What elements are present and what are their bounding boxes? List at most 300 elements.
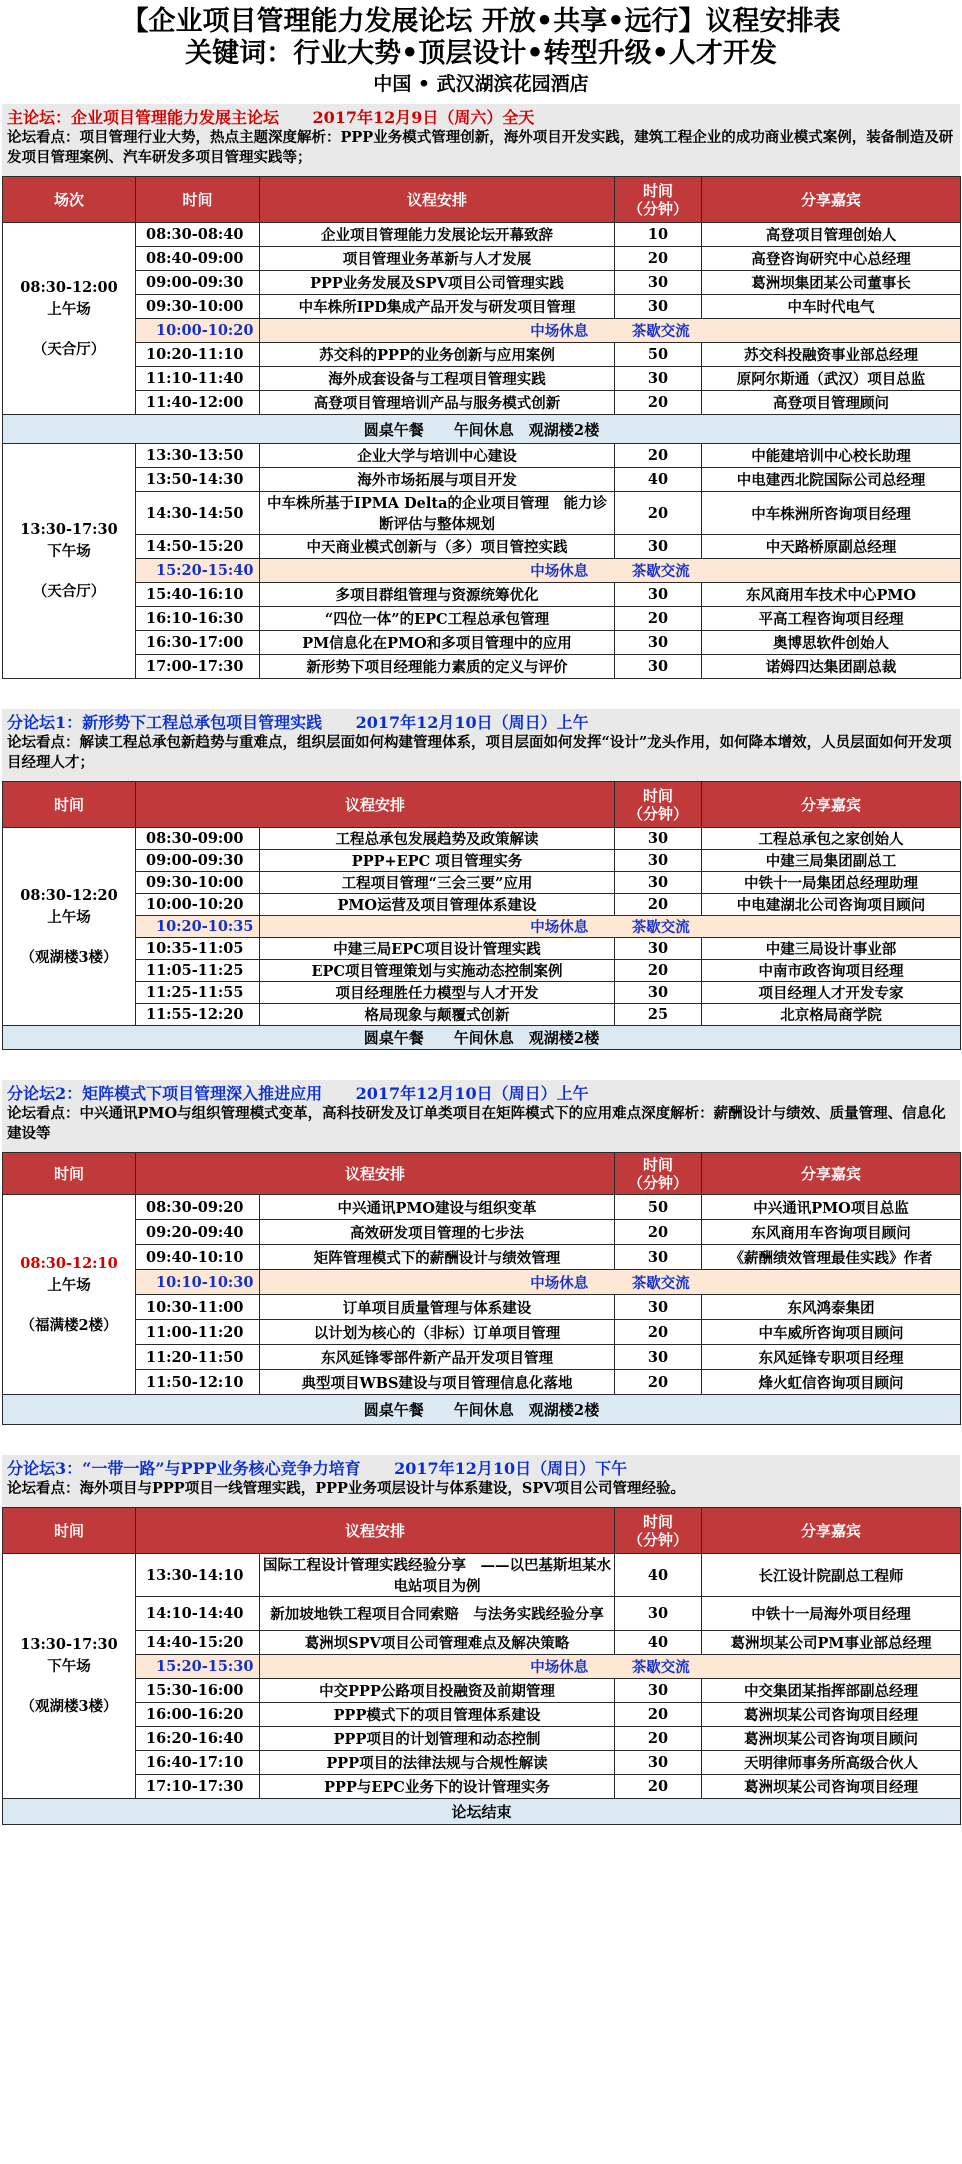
row-speaker: 中南市政咨询项目经理 <box>702 960 961 982</box>
sub-forum-1-section <box>2 709 960 1050</box>
col-duration-l2: （分钟） <box>627 199 688 218</box>
row-speaker: 原阿尔斯通（武汉）项目总监 <box>702 367 961 391</box>
row-agenda: 企业大学与培训中心建设 <box>260 444 615 468</box>
session-label: 下午场 <box>47 543 91 560</box>
break-label <box>260 916 961 938</box>
session-label: 上午场 <box>47 300 91 318</box>
row-time: 10:20-11:10 <box>136 343 260 367</box>
table-row <box>3 631 961 655</box>
table-row <box>3 1195 961 1220</box>
row-time: 08:40-09:00 <box>136 247 260 271</box>
row-speaker: 中兴通讯PMO项目总监 <box>702 1195 961 1220</box>
row-duration: 30 <box>615 295 702 319</box>
row-agenda: 工程项目管理“三会三要”应用 <box>260 872 615 894</box>
break-row <box>3 1655 961 1679</box>
row-agenda: PPP+EPC 项目管理实务 <box>260 850 615 872</box>
col-time: 时间 <box>136 177 260 223</box>
main-forum-table <box>2 176 961 679</box>
row-agenda: PPP项目的法律法规与合规性解读 <box>260 1751 615 1775</box>
row-duration: 20 <box>615 1703 702 1727</box>
row-duration: 30 <box>615 1679 702 1703</box>
session-room: （天合厅） <box>32 583 106 600</box>
row-agenda: 海外市场拓展与项目开发 <box>260 468 615 492</box>
table-row <box>3 1631 961 1655</box>
table-row <box>3 1751 961 1775</box>
row-time: 08:30-09:00 <box>136 828 260 850</box>
row-time: 09:00-09:30 <box>136 850 260 872</box>
forum-end-text: 论坛结束 <box>3 1799 961 1825</box>
row-duration: 30 <box>615 631 702 655</box>
row-duration: 20 <box>615 1370 702 1395</box>
session-cell <box>3 444 136 679</box>
row-duration: 30 <box>615 850 702 872</box>
session-time: 13:30-17:30 <box>20 521 118 538</box>
col-duration-l1: 时间 <box>643 786 674 805</box>
desc-label: 论坛看点： <box>7 1105 80 1122</box>
forum-prefix: 分论坛2： <box>7 1084 83 1103</box>
forum-name: 企业项目管理能力发展主论坛 <box>71 108 280 127</box>
row-duration: 20 <box>615 1727 702 1751</box>
row-agenda: 以计划为核心的（非标）订单项目管理 <box>260 1320 615 1345</box>
row-time: 14:30-14:50 <box>136 492 260 535</box>
row-speaker: 项目经理人才开发专家 <box>702 982 961 1004</box>
row-speaker: 北京格局商学院 <box>702 1004 961 1026</box>
row-agenda: 中建三局EPC项目设计管理实践 <box>260 938 615 960</box>
session-cell <box>3 1195 136 1395</box>
session-label: 上午场 <box>47 1276 91 1294</box>
table-row <box>3 1245 961 1270</box>
page-keywords: 关键词：行业大势•顶层设计•转型升级•人才开发 <box>185 38 777 69</box>
row-duration: 20 <box>615 492 702 535</box>
row-speaker: 葛洲坝某公司咨询项目经理 <box>702 1775 961 1799</box>
row-duration: 25 <box>615 1004 702 1026</box>
table-row <box>3 1220 961 1245</box>
row-speaker: 工程总承包之家创始人 <box>702 828 961 850</box>
session-cell <box>3 1554 136 1799</box>
row-time: 09:30-10:00 <box>136 872 260 894</box>
table-row <box>3 1320 961 1345</box>
sub-forum-1-desc <box>2 733 960 781</box>
row-time: 11:05-11:25 <box>136 960 260 982</box>
row-speaker: 高登项目管理创始人 <box>702 223 961 247</box>
break-time <box>136 1655 260 1679</box>
forum-name: 矩阵模式下项目管理深入推进应用 <box>82 1084 323 1103</box>
table-row <box>3 607 961 631</box>
row-duration: 40 <box>615 1554 702 1597</box>
row-speaker: 中建三局集团副总工 <box>702 850 961 872</box>
lunch-text: 圆桌午餐 午间休息 观湖楼2楼 <box>3 1395 961 1425</box>
row-time: 10:00-10:20 <box>136 894 260 916</box>
row-duration: 20 <box>615 894 702 916</box>
col-speaker: 分享嘉宾 <box>702 782 961 828</box>
table-row <box>3 1554 961 1597</box>
table-row <box>3 535 961 559</box>
session-cell <box>3 223 136 415</box>
row-duration: 30 <box>615 828 702 850</box>
main-forum-section <box>2 104 960 679</box>
session-time: 08:30-12:20 <box>20 886 118 904</box>
row-speaker: 高登咨询研究中心总经理 <box>702 247 961 271</box>
row-duration: 50 <box>615 1195 702 1220</box>
row-speaker: 高登项目管理顾问 <box>702 391 961 415</box>
table-row <box>3 1727 961 1751</box>
break-time-text: 15:20-15:30 <box>156 1658 254 1675</box>
session-spacer <box>5 321 133 339</box>
row-agenda: 高效研发项目管理的七步法 <box>260 1220 615 1245</box>
row-time: 11:25-11:55 <box>136 982 260 1004</box>
row-duration: 30 <box>615 938 702 960</box>
row-time: 14:40-15:20 <box>136 1631 260 1655</box>
break-time <box>136 319 260 343</box>
table-header-row <box>3 1153 961 1195</box>
row-time: 15:40-16:10 <box>136 583 260 607</box>
row-time: 17:10-17:30 <box>136 1775 260 1799</box>
row-agenda: 订单项目质量管理与体系建设 <box>260 1295 615 1320</box>
row-duration: 20 <box>615 960 702 982</box>
col-duration-l2: （分钟） <box>628 1173 689 1192</box>
table-row <box>3 872 961 894</box>
row-agenda: PMO运营及项目管理体系建设 <box>260 894 615 916</box>
row-speaker: 中能建培训中心校长助理 <box>702 444 961 468</box>
table-row <box>3 1775 961 1799</box>
col-duration-l1: 时间 <box>642 181 673 200</box>
table-row <box>3 938 961 960</box>
desc-text: 中兴通讯PMO与组织管理模式变革，高科技研发及订单类项目在矩阵模式下的应用难点深度解析：薪酬设计与绩效、质量管理、信息化建设等 <box>7 1105 946 1142</box>
col-duration-l1: 时间 <box>643 1512 674 1531</box>
row-agenda: 新形势下项目经理能力素质的定义与评价 <box>260 655 615 679</box>
row-speaker: 诺姆四达集团副总裁 <box>702 655 961 679</box>
forum-date: 2017年12月10日（周日）下午 <box>394 1459 628 1478</box>
sub-forum-2-title <box>2 1080 960 1104</box>
break-text: 中场休息 <box>530 1659 589 1676</box>
row-time: 09:20-09:40 <box>136 1220 260 1245</box>
col-duration-l2: （分钟） <box>628 1530 689 1549</box>
row-speaker: 天明律师事务所高级合伙人 <box>702 1751 961 1775</box>
row-duration: 30 <box>615 1295 702 1320</box>
table-row <box>3 894 961 916</box>
col-agenda: 议程安排 <box>136 1508 615 1554</box>
col-agenda: 议程安排 <box>260 177 615 223</box>
session-spacer <box>5 929 133 947</box>
table-row <box>3 655 961 679</box>
col-duration-l1: 时间 <box>643 1155 674 1174</box>
lunch-row <box>3 1026 961 1050</box>
row-speaker: 平高工程咨询项目经理 <box>702 607 961 631</box>
sub-forum-2-desc <box>2 1104 960 1152</box>
break-row <box>3 319 961 343</box>
break-time-text: 15:20-15:40 <box>156 562 254 579</box>
session-time: 08:30-12:00 <box>20 278 118 296</box>
table-row <box>3 444 961 468</box>
forum-prefix: 分论坛3： <box>7 1459 83 1478</box>
row-duration: 20 <box>615 607 702 631</box>
session-room: （观湖楼3楼） <box>20 948 118 966</box>
row-time: 13:30-14:10 <box>136 1554 260 1597</box>
table-header-row <box>3 782 961 828</box>
session-spacer <box>5 563 133 581</box>
row-speaker: 中电建西北院国际公司总经理 <box>702 468 961 492</box>
row-duration: 40 <box>615 468 702 492</box>
forum-prefix: 主论坛： <box>7 108 72 127</box>
row-duration: 30 <box>615 1345 702 1370</box>
main-forum-desc <box>2 128 960 176</box>
row-speaker: 中电建湖北公司咨询项目顾问 <box>702 894 961 916</box>
row-speaker: 东风鸿泰集团 <box>702 1295 961 1320</box>
row-agenda: 工程总承包发展趋势及政策解读 <box>260 828 615 850</box>
row-speaker: 奥博思软件创始人 <box>702 631 961 655</box>
tea-text: 茶歇交流 <box>631 323 690 340</box>
row-agenda: 项目管理业务革新与人才发展 <box>260 247 615 271</box>
table-row <box>3 1370 961 1395</box>
col-speaker: 分享嘉宾 <box>702 1508 961 1554</box>
row-time: 14:10-14:40 <box>136 1597 260 1631</box>
break-row <box>3 916 961 938</box>
break-text: 中场休息 <box>530 563 589 580</box>
table-row <box>3 492 961 535</box>
col-duration <box>615 177 702 223</box>
row-speaker: 中天路桥原副总经理 <box>702 535 961 559</box>
row-speaker: 东风商用车技术中心PMO <box>702 583 961 607</box>
forum-date: 2017年12月9日（周六）全天 <box>312 108 535 127</box>
row-speaker: 苏交科投融资事业部总经理 <box>702 343 961 367</box>
break-text: 中场休息 <box>530 1274 589 1292</box>
row-agenda: PPP模式下的项目管理体系建设 <box>260 1703 615 1727</box>
row-duration: 20 <box>615 1775 702 1799</box>
row-time: 15:30-16:00 <box>136 1679 260 1703</box>
row-time: 11:20-11:50 <box>136 1345 260 1370</box>
sub-forum-1-title <box>2 709 960 733</box>
row-agenda: 中兴通讯PMO建设与组织变革 <box>260 1195 615 1220</box>
table-row <box>3 468 961 492</box>
row-duration: 20 <box>615 391 702 415</box>
table-row <box>3 1004 961 1026</box>
row-agenda: PPP业务发展及SPV项目公司管理实践 <box>260 271 615 295</box>
row-agenda: 中车株所IPD集成产品开发与研发项目管理 <box>260 295 615 319</box>
lunch-row <box>3 1395 961 1425</box>
row-agenda: PPP与EPC业务下的设计管理实务 <box>260 1775 615 1799</box>
session-label: 下午场 <box>47 1658 91 1675</box>
col-agenda: 议程安排 <box>136 1153 615 1195</box>
row-speaker: 东风延锋专职项目经理 <box>702 1345 961 1370</box>
col-speaker: 分享嘉宾 <box>702 177 961 223</box>
row-time: 10:30-11:00 <box>136 1295 260 1320</box>
row-agenda: PPP项目的计划管理和动态控制 <box>260 1727 615 1751</box>
row-time: 13:50-14:30 <box>136 468 260 492</box>
break-label <box>260 559 961 583</box>
desc-label: 论坛看点： <box>7 129 80 146</box>
desc-label: 论坛看点： <box>7 1480 80 1497</box>
row-time: 11:10-11:40 <box>136 367 260 391</box>
row-duration: 20 <box>615 1220 702 1245</box>
session-time: 08:30-12:10 <box>20 1254 118 1272</box>
desc-text: 解读工程总承包新趋势与重难点，组织层面如何构建管理体系，项目层面如何发挥“设计”龙头作用，如何降本增效，人员层面如何开发项目经理人才； <box>7 734 952 771</box>
table-row <box>3 391 961 415</box>
row-agenda: 中交PPP公路项目投融资及前期管理 <box>260 1679 615 1703</box>
row-speaker: 中铁十一局集团总经理助理 <box>702 872 961 894</box>
row-time: 08:30-09:20 <box>136 1195 260 1220</box>
row-agenda: EPC项目管理策划与实施动态控制案例 <box>260 960 615 982</box>
break-row <box>3 559 961 583</box>
page-venue: 中国 • 武汉湖滨花园酒店 <box>373 73 589 95</box>
lunch-row <box>3 415 961 444</box>
row-duration: 30 <box>615 1597 702 1631</box>
col-duration-l2: （分钟） <box>628 804 689 823</box>
row-agenda: 海外成套设备与工程项目管理实践 <box>260 367 615 391</box>
row-time: 16:10-16:30 <box>136 607 260 631</box>
row-speaker: 中交集团某指挥部副总经理 <box>702 1679 961 1703</box>
forum-name: “一带一路”与PPP业务核心竞争力培育 <box>82 1459 361 1478</box>
page-header <box>0 6 962 98</box>
sub-forum-3-section <box>2 1455 960 1825</box>
col-time: 时间 <box>3 1508 136 1554</box>
break-time <box>136 1270 260 1295</box>
row-duration: 30 <box>615 655 702 679</box>
row-time: 09:30-10:00 <box>136 295 260 319</box>
session-room: （福满楼2楼） <box>20 1316 118 1334</box>
desc-text: 项目管理行业大势，热点主题深度解析：PPP业务模式管理创新，海外项目开发实践，建筑工程企业的成功商业模式案例，装备制造及研发项目管理案例、汽车研发多项目管理实践等； <box>7 129 954 166</box>
row-time: 08:30-08:40 <box>136 223 260 247</box>
row-speaker: 中建三局设计事业部 <box>702 938 961 960</box>
col-agenda: 议程安排 <box>136 782 615 828</box>
row-time: 14:50-15:20 <box>136 535 260 559</box>
row-agenda: 东风延锋零部件新产品开发项目管理 <box>260 1345 615 1370</box>
table-row <box>3 828 961 850</box>
table-row <box>3 343 961 367</box>
row-time: 09:00-09:30 <box>136 271 260 295</box>
row-time: 16:20-16:40 <box>136 1727 260 1751</box>
row-agenda: 中车株所基于IPMA Delta的企业项目管理 能力诊断评估与整体规划 <box>260 492 615 535</box>
sub-forum-3-title <box>2 1455 960 1479</box>
table-row <box>3 295 961 319</box>
row-time: 16:00-16:20 <box>136 1703 260 1727</box>
sub-forum-2-table <box>2 1152 961 1425</box>
row-agenda: 格局现象与颠覆式创新 <box>260 1004 615 1026</box>
forum-name: 新形势下工程总承包项目管理实践 <box>82 713 323 732</box>
row-speaker: 东风商用车咨询项目顾问 <box>702 1220 961 1245</box>
row-agenda: 国际工程设计管理实践经验分享 ——以巴基斯坦某水电站项目为例 <box>260 1554 615 1597</box>
row-speaker: 中车株洲所咨询项目经理 <box>702 492 961 535</box>
table-row <box>3 960 961 982</box>
session-spacer <box>5 1297 133 1315</box>
row-agenda: 多项目群组管理与资源统筹优化 <box>260 583 615 607</box>
table-row <box>3 583 961 607</box>
col-duration <box>615 1153 702 1195</box>
row-duration: 20 <box>615 444 702 468</box>
col-speaker: 分享嘉宾 <box>702 1153 961 1195</box>
row-agenda: PM信息化在PMO和多项目管理中的应用 <box>260 631 615 655</box>
row-duration: 30 <box>615 1751 702 1775</box>
page-title: 【企业项目管理能力发展论坛 开放•共享•远行】议程安排表 <box>121 6 841 37</box>
table-row <box>3 223 961 247</box>
break-time-text: 10:10-10:30 <box>156 1273 254 1291</box>
table-row <box>3 1345 961 1370</box>
row-duration: 20 <box>615 1320 702 1345</box>
lunch-text: 圆桌午餐 午间休息 观湖楼2楼 <box>3 415 961 444</box>
break-label <box>260 319 961 343</box>
row-agenda: 新加坡地铁工程项目合同索赔 与法务实践经验分享 <box>260 1597 615 1631</box>
break-row <box>3 1270 961 1295</box>
row-speaker: 中铁十一局海外项目经理 <box>702 1597 961 1631</box>
row-speaker: 烽火虹信咨询项目顾问 <box>702 1370 961 1395</box>
session-spacer <box>5 1678 133 1696</box>
row-speaker: 长江设计院副总工程师 <box>702 1554 961 1597</box>
desc-text: 海外项目与PPP项目一线管理实践，PPP业务项层设计与体系建设，SPV项目公司管理经验。 <box>79 1480 686 1497</box>
session-label: 上午场 <box>47 908 91 926</box>
tea-text: 茶歇交流 <box>631 1274 690 1292</box>
row-time: 11:55-12:20 <box>136 1004 260 1026</box>
break-label <box>260 1655 961 1679</box>
row-speaker: 《薪酬绩效管理最佳实践》作者 <box>702 1245 961 1270</box>
row-time: 16:40-17:10 <box>136 1751 260 1775</box>
row-agenda: 典型项目WBS建设与项目管理信息化落地 <box>260 1370 615 1395</box>
row-duration: 50 <box>615 343 702 367</box>
row-agenda: 中天商业模式创新与（多）项目管控实践 <box>260 535 615 559</box>
row-duration: 30 <box>615 535 702 559</box>
table-row <box>3 271 961 295</box>
col-time: 时间 <box>3 782 136 828</box>
tea-text: 茶歇交流 <box>631 563 690 580</box>
row-duration: 10 <box>615 223 702 247</box>
sub-forum-3-desc <box>2 1479 960 1507</box>
break-time-text: 10:00-10:20 <box>156 322 254 339</box>
table-row <box>3 850 961 872</box>
row-duration: 20 <box>615 247 702 271</box>
col-duration <box>615 782 702 828</box>
lunch-text: 圆桌午餐 午间休息 观湖楼2楼 <box>3 1026 961 1050</box>
row-duration: 30 <box>615 367 702 391</box>
table-row <box>3 1597 961 1631</box>
table-header-row <box>3 1508 961 1554</box>
session-cell <box>3 828 136 1026</box>
row-speaker: 中车时代电气 <box>702 295 961 319</box>
row-time: 17:00-17:30 <box>136 655 260 679</box>
break-time-text: 10:20-10:35 <box>156 918 254 935</box>
sub-forum-2-section <box>2 1080 960 1425</box>
row-agenda: 企业项目管理能力发展论坛开幕致辞 <box>260 223 615 247</box>
row-duration: 40 <box>615 1631 702 1655</box>
table-header-row <box>3 177 961 223</box>
table-row <box>3 1703 961 1727</box>
break-label <box>260 1270 961 1295</box>
forum-date: 2017年12月10日（周日）上午 <box>355 1084 589 1103</box>
forum-prefix: 分论坛1： <box>7 713 83 732</box>
tea-text: 茶歇交流 <box>631 1659 690 1676</box>
row-time: 09:40-10:10 <box>136 1245 260 1270</box>
row-time: 11:50-12:10 <box>136 1370 260 1395</box>
tea-text: 茶歇交流 <box>631 919 690 936</box>
break-text: 中场休息 <box>530 323 589 340</box>
row-speaker: 中车威所咨询项目顾问 <box>702 1320 961 1345</box>
row-speaker: 葛洲坝某公司咨询项目经理 <box>702 1703 961 1727</box>
row-time: 11:00-11:20 <box>136 1320 260 1345</box>
row-duration: 30 <box>615 583 702 607</box>
row-agenda: 葛洲坝SPV项目公司管理难点及解决策略 <box>260 1631 615 1655</box>
table-row <box>3 1295 961 1320</box>
session-time: 13:30-17:30 <box>20 1636 118 1653</box>
row-agenda: 苏交科的PPP的业务创新与应用案例 <box>260 343 615 367</box>
row-agenda: 项目经理胜任力模型与人才开发 <box>260 982 615 1004</box>
main-forum-title <box>2 104 960 128</box>
row-agenda: 矩阵管理模式下的薪酬设计与绩效管理 <box>260 1245 615 1270</box>
col-duration <box>615 1508 702 1554</box>
row-time: 10:35-11:05 <box>136 938 260 960</box>
break-time <box>136 916 260 938</box>
sub-forum-3-table <box>2 1507 961 1825</box>
desc-label: 论坛看点： <box>7 734 80 751</box>
break-time <box>136 559 260 583</box>
row-speaker: 葛洲坝集团某公司董事长 <box>702 271 961 295</box>
table-row <box>3 982 961 1004</box>
